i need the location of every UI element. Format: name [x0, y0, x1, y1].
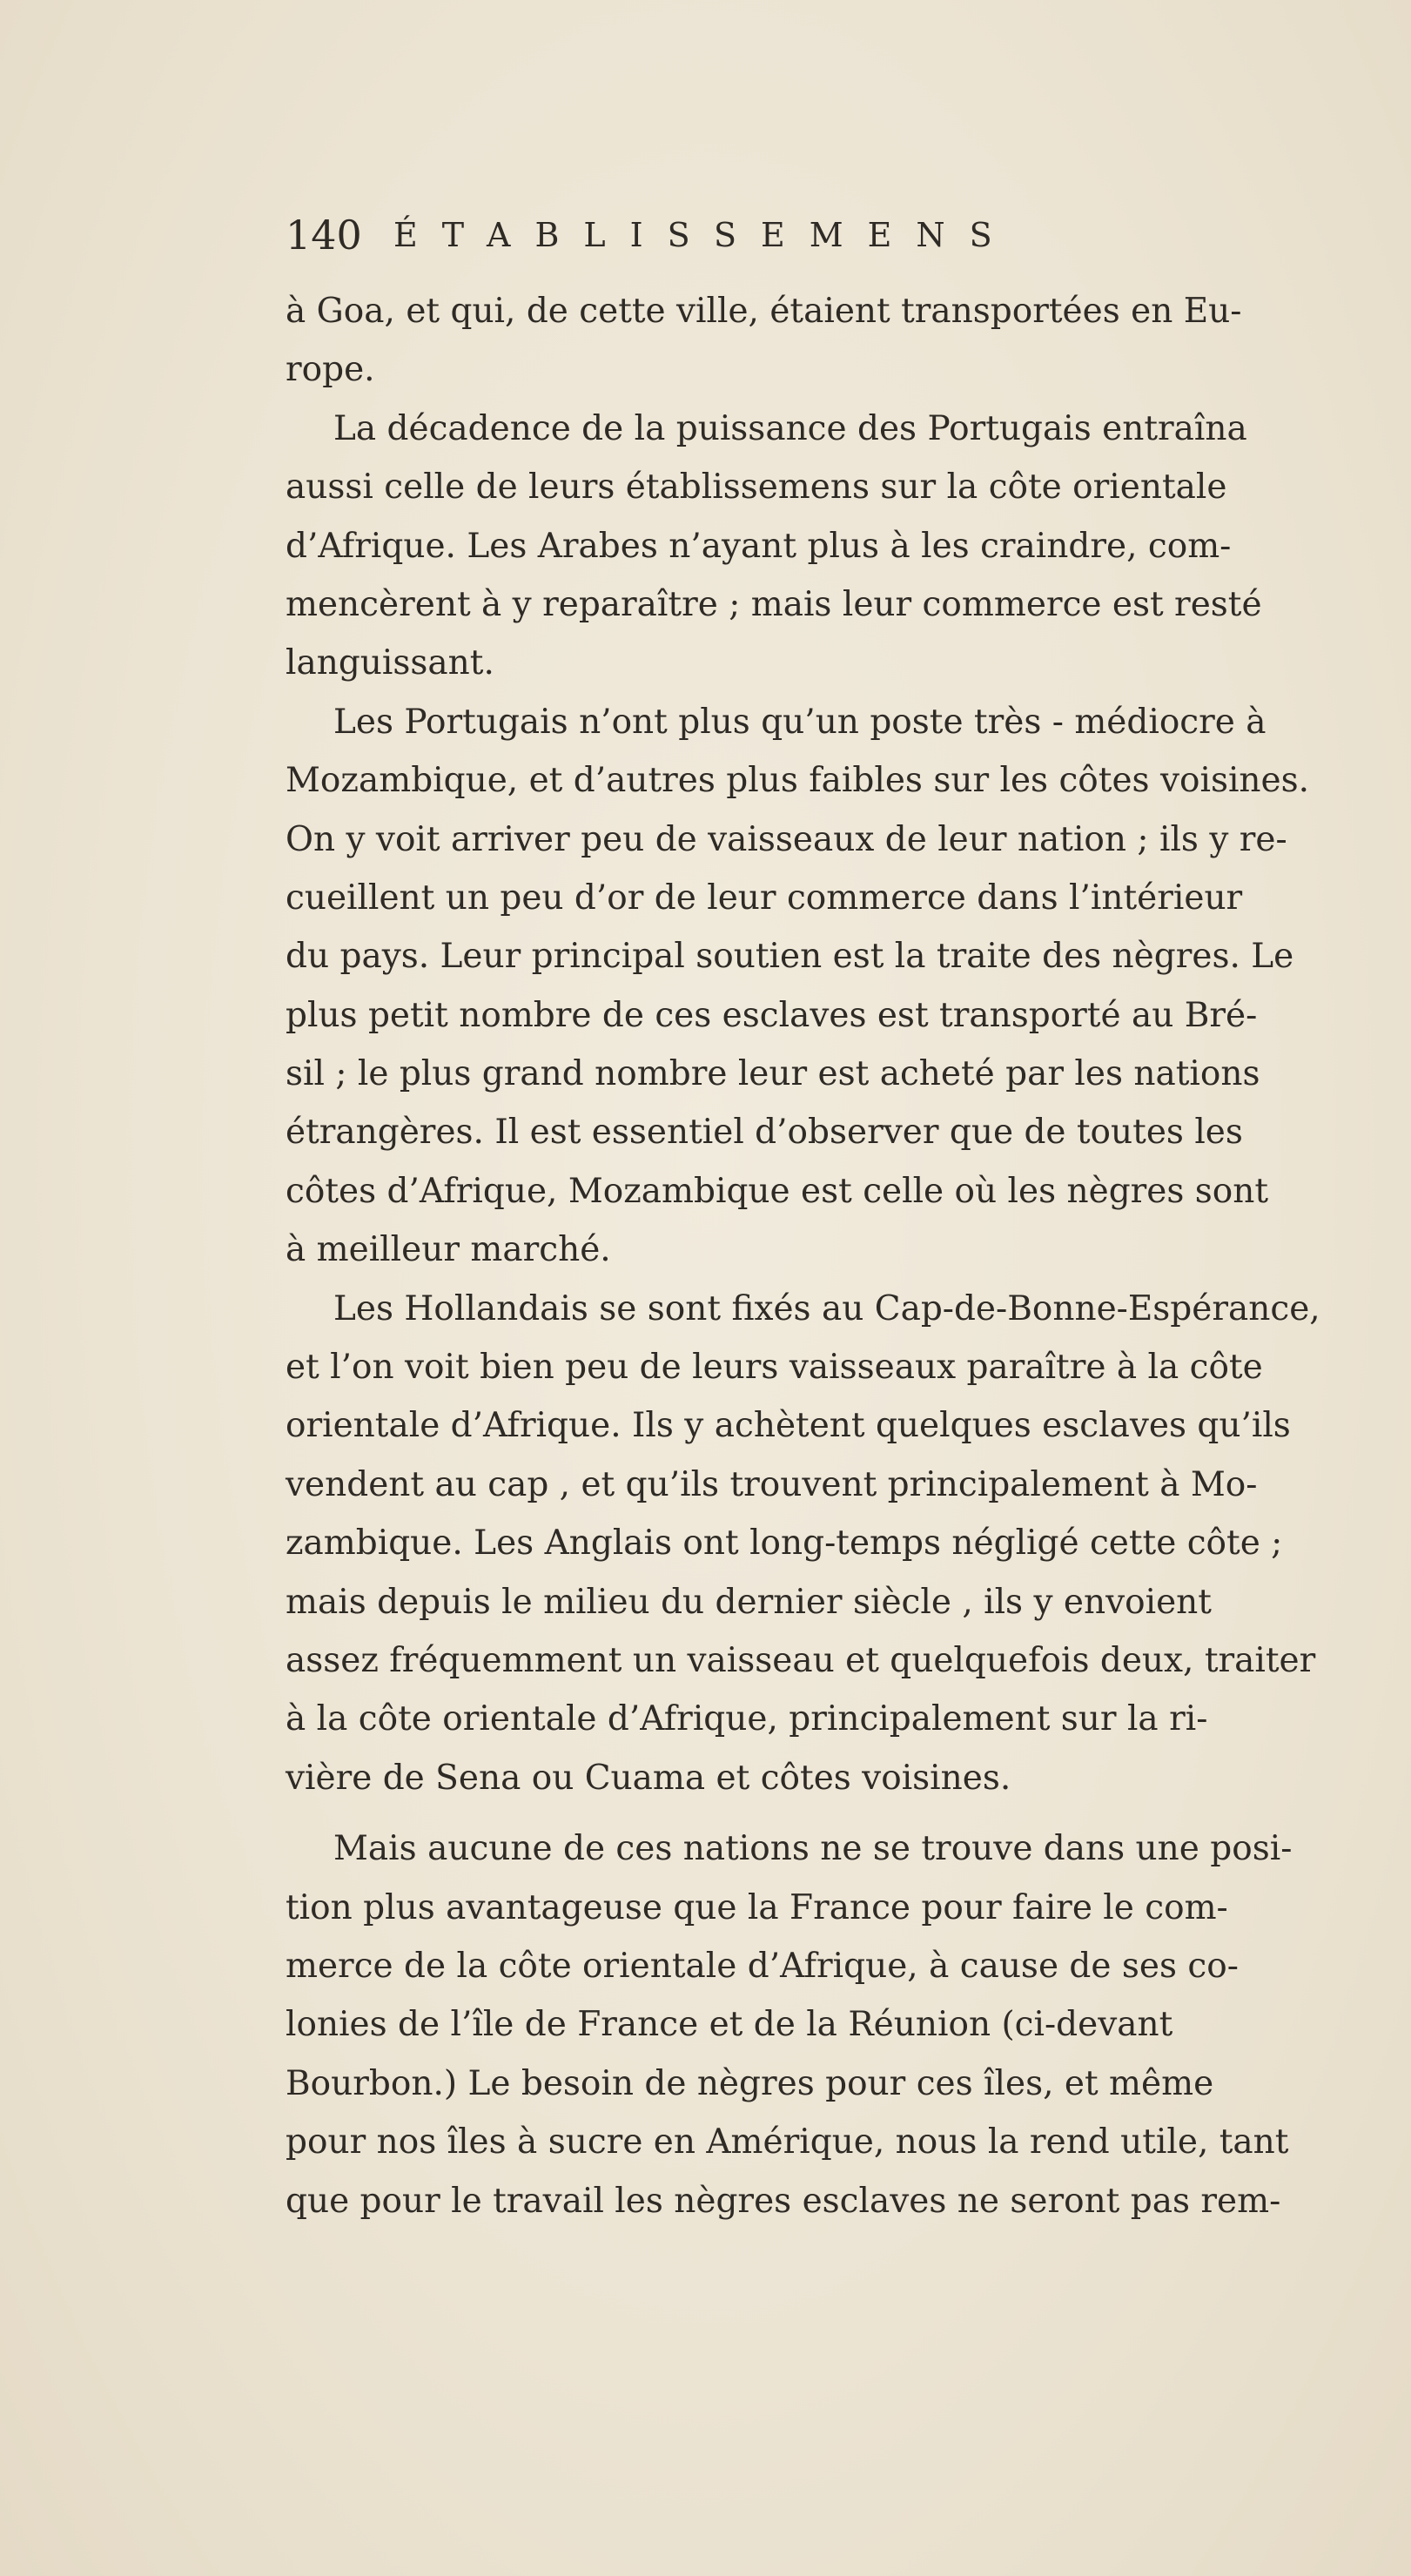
text-line: et l’on voit bien peu de leurs vaisseaux paraître à la côte — [286, 1348, 1263, 1388]
text-line: à la côte orientale d’Afrique, principalement sur la ri- — [286, 1699, 1208, 1739]
text-line: d’Afrique. Les Arabes n’ayant plus à les craindre, com- — [286, 526, 1232, 566]
text-line: mencèrent à y reparaître ; mais leur commerce est resté — [286, 584, 1262, 624]
text-line: languissant. — [286, 643, 494, 683]
text-line: que pour le travail les nègres esclaves ne seront pas rem- — [286, 2181, 1281, 2221]
text-line: zambique. Les Anglais ont long-temps négligé cette côte ; — [286, 1523, 1283, 1564]
text-line: rope. — [286, 350, 375, 390]
text-line: tion plus avantageuse que la France pour faire le com- — [286, 1887, 1228, 1927]
text-line: lonies de l’île de France et de la Réunion (ci-devant — [286, 2005, 1173, 2045]
text-line: Bourbon.) Le besoin de nègres pour ces îles, et même — [286, 2063, 1214, 2103]
page-header — [286, 209, 1243, 261]
body-text — [286, 282, 1400, 2230]
paragraph-start-line: La décadence de la puissance des Portugais entraîna — [333, 408, 1247, 448]
text-line: pour nos îles à sucre en Amérique, nous la rend utile, tant — [286, 2122, 1289, 2162]
text-line: mais depuis le milieu du dernier siècle , ils y envoient — [286, 1582, 1212, 1622]
text-line: vendent au cap , et qu’ils trouvent principalement à Mo- — [286, 1464, 1258, 1504]
text-line: aussi celle de leurs établissemens sur la côte orientale — [286, 467, 1227, 508]
text-line: cueillent un peu d’or de leur commerce dans l’intérieur — [286, 878, 1243, 918]
text-line: à meilleur marché. — [286, 1230, 611, 1270]
paragraph-start-line: Les Portugais n’ont plus qu’un poste très - médiocre à — [333, 702, 1267, 742]
paragraph-start-line: Mais aucune de ces nations ne se trouve dans une posi- — [333, 1829, 1293, 1869]
text-line: assez fréquemment un vaisseau et quelquefois deux, traiter — [286, 1640, 1316, 1680]
text-line: merce de la côte orientale d’Afrique, à cause de ses co- — [286, 1946, 1239, 1986]
text-line: On y voit arriver peu de vaisseaux de leur nation ; ils y re- — [286, 819, 1287, 859]
running-title: ÉTABLISSEMENS — [393, 216, 1017, 254]
text-line: orientale d’Afrique. Ils y achètent quelques esclaves qu’ils — [286, 1406, 1291, 1446]
text-line: vière de Sena ou Cuama et côtes voisines. — [286, 1758, 1011, 1798]
text-line: sil ; le plus grand nombre leur est acheté par les nations — [286, 1054, 1260, 1094]
paragraph-start-line: Les Hollandais se sont fixés au Cap-de-Bonne-Espérance, — [333, 1288, 1320, 1328]
text-line: côtes d’Afrique, Mozambique est celle où les nègres sont — [286, 1171, 1269, 1211]
text-line: plus petit nombre de ces esclaves est transporté au Bré- — [286, 995, 1258, 1035]
text-line: à Goa, et qui, de cette ville, étaient transportées en Eu- — [286, 292, 1242, 331]
text-line: Mozambique, et d’autres plus faibles sur les côtes voisines. — [286, 761, 1310, 801]
page-number: 140 — [286, 212, 362, 259]
text-line: étrangères. Il est essentiel d’observer que de toutes les — [286, 1113, 1243, 1153]
text-line: du pays. Leur principal soutien est la traite des nègres. Le — [286, 937, 1294, 977]
